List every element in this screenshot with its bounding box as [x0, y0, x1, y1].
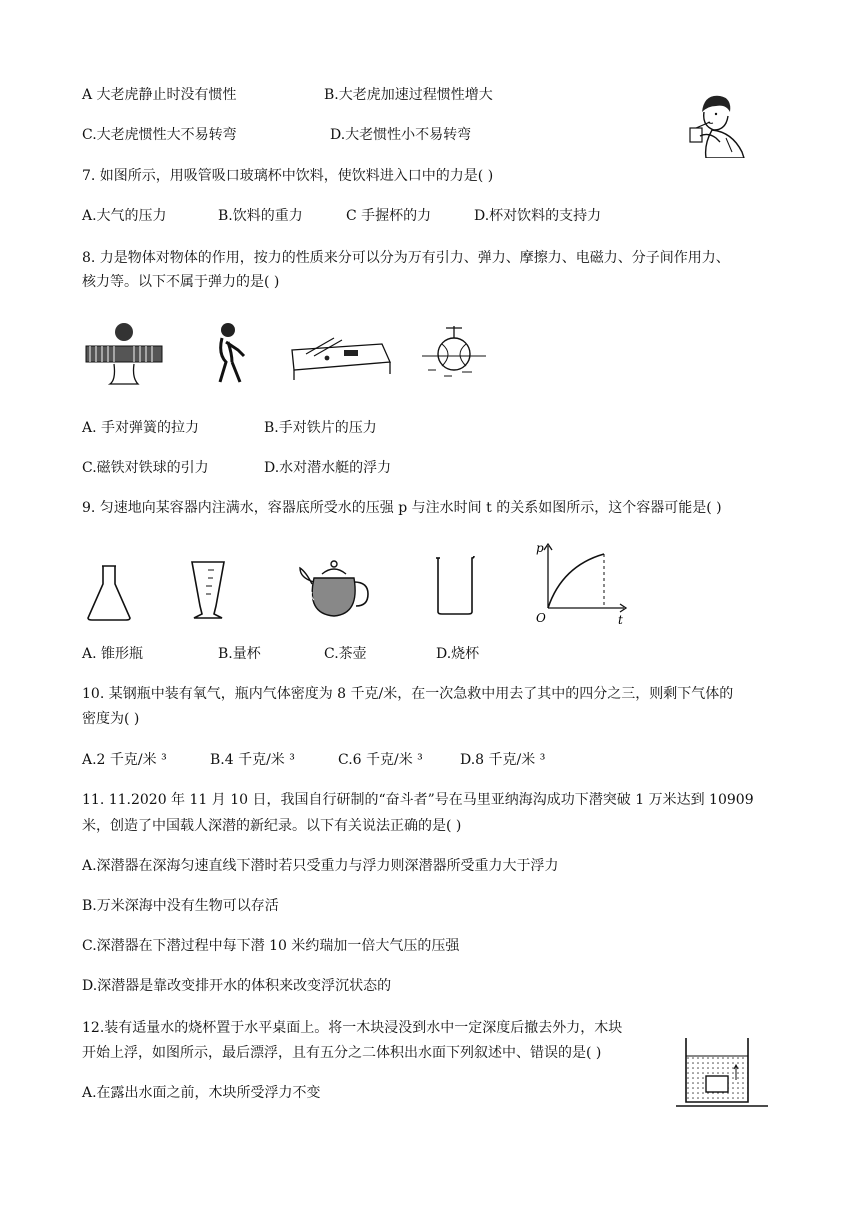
graph-origin-label: O: [536, 611, 546, 625]
q8-option-d: D.水对潜水艇的浮力: [264, 460, 392, 476]
q9-option-c: C.茶壶: [324, 646, 367, 662]
measuring-cup-illustration: [190, 560, 226, 622]
graph-x-axis-label: t: [618, 613, 623, 626]
q7-option-c: C 手握杯的力: [346, 208, 432, 224]
q8-option-a: A. 手对弹簧的拉力: [82, 420, 200, 436]
q11-option-b: B.万米深海中没有生物可以存活: [82, 898, 279, 914]
pressure-time-graph: [532, 540, 636, 626]
q6-option-a: A 大老虎静止时没有惯性: [82, 87, 237, 103]
q10-stem-line1: 10. 某钢瓶中装有氧气，瓶内气体密度为 8 千克/米，在一次急救中用去了其中的四分之三，则剩下气体的: [82, 686, 734, 702]
q8-option-b: B.手对铁片的压力: [264, 420, 377, 436]
q8-option-c: C.磁铁对铁球的引力: [82, 460, 209, 476]
q11-option-d: D.深潜器是靠改变排开水的体积来改变浮沉状态的: [82, 978, 392, 994]
q10-option-b: B.4 千克/米 ³: [210, 752, 295, 768]
q10-option-a: A.2 千克/米 ³: [82, 752, 167, 768]
man-pressing-illustration: [220, 323, 244, 382]
q11-stem-line1: 11. 11.2020 年 11 月 10 日，我国自行研制的“奋斗者”号在马里亚纳海沟成功下潜突破 1 万米达到 10909: [82, 792, 754, 808]
boy-drinking-straw-illustration: [686, 92, 746, 158]
beaker-illustration: [434, 556, 476, 616]
q7-option-b: B.饮料的重力: [218, 208, 303, 224]
q11-option-a: A.深潜器在深海匀速直线下潜时若只受重力与浮力则深潜器所受重力大于浮力: [82, 858, 559, 874]
q12-option-a: A.在露出水面之前，木块所受浮力不变: [82, 1085, 321, 1101]
q10-option-d: D.8 千克/米 ³: [460, 752, 546, 768]
q6-option-d: D.大老惯性小不易转弯: [330, 127, 472, 143]
graph-y-axis-label: p: [536, 541, 544, 555]
q10-stem-line2: 密度为( ): [82, 711, 140, 727]
q9-option-b: B.量杯: [218, 646, 261, 662]
q12-stem-line2: 开始上浮，如图所示，最后漂浮，且有五分之二体积出水面下列叙述中、错误的是( ): [82, 1045, 602, 1061]
q9-option-d: D.烧杯: [436, 646, 480, 662]
q11-option-c: C.深潜器在下潜过程中每下潜 10 米约瑞加一倍大气压的压强: [82, 938, 460, 954]
q12-stem-line1: 12.装有适量水的烧杯置于水平桌面上。将一木块浸没到水中一定深度后撤去外力，木块: [82, 1020, 623, 1036]
q8-stem-line2: 核力等。以下不属于弹力的是( ): [82, 274, 280, 290]
pressure-curve: [548, 554, 604, 608]
q6-option-c: C.大老虎惯性大不易转弯: [82, 127, 237, 143]
conical-flask-illustration: [84, 564, 134, 622]
q7-stem: 7. 如图所示，用吸管吸口玻璃杯中饮料，使饮料进入口中的力是( ): [82, 168, 494, 184]
q8-figure-strip: [82, 320, 502, 386]
q7-option-d: D.杯对饮料的支持力: [474, 208, 602, 224]
q7-option-a: A.大气的压力: [82, 208, 167, 224]
man-stretching-spring-illustration: [86, 323, 162, 384]
q8-stem-line1: 8. 力是物体对物体的作用，按力的性质来分可以分为万有引力、弹力、摩擦力、电磁力、分子间作用力、: [82, 250, 730, 266]
q6-option-b: B.大老虎加速过程惯性增大: [324, 87, 493, 103]
q11-stem-line2: 米，创造了中国载人深潜的新纪录。以下有关说法正确的是( ): [82, 818, 462, 834]
q10-option-c: C.6 千克/米 ³: [338, 752, 423, 768]
teapot-illustration: [298, 558, 372, 620]
floating-ball-illustration: [422, 326, 486, 376]
q9-option-a: A. 锥形瓶: [82, 646, 144, 662]
magnet-table-illustration: [292, 338, 390, 380]
q9-stem: 9. 匀速地向某容器内注满水，容器底所受水的压强 p 与注水时间 t 的关系如图所示，这个容器可能是( ): [82, 500, 722, 516]
beaker-wood-block-illustration: [676, 1036, 770, 1112]
